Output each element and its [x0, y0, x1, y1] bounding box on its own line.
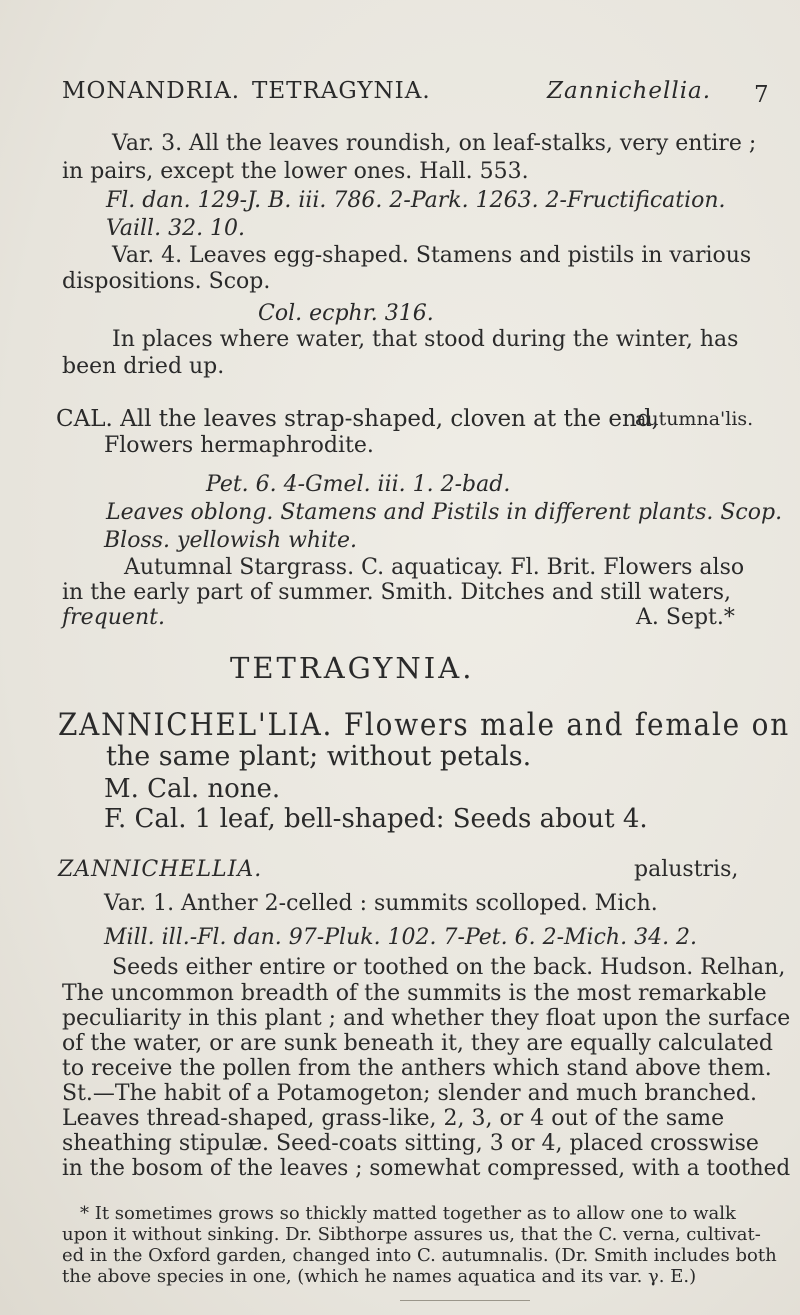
genus-heading: ZANNICHEL'LIA. Flowers male and female on: [58, 707, 790, 743]
section-heading: TETRAGYNIA.: [230, 651, 475, 685]
text-line: Leaves thread-shaped, grass-like, 2, 3, or 4 out of the same: [62, 1106, 725, 1131]
text-line: Mill. ill.-Fl. dan. 97-Pluk. 102. 7-Pet. 6. 2-Mich. 34. 2.: [104, 925, 698, 950]
running-head-right: Zannichellia.: [547, 78, 712, 104]
text-line: sheathing stipulæ. Seed-coats sitting, 3 or 4, placed crosswise: [62, 1131, 759, 1156]
text-line: in pairs, except the lower ones. Hall. 553.: [62, 159, 529, 184]
genus-name: ZANNICHELLIA.: [58, 857, 263, 882]
text-line: in the early part of summer. Smith. Ditches and still waters,: [62, 580, 732, 605]
genus-character: CAL. All the leaves strap-shaped, cloven at the end,: [56, 406, 659, 432]
text-line: Autumnal Stargrass. C. aquaticay. Fl. Brit. Flowers also: [124, 555, 745, 580]
footnote-line: the above species in one, (which he names aquatica and its var. γ. E.): [62, 1266, 697, 1287]
text-line: Leaves oblong. Stamens and Pistils in different plants. Scop.: [106, 500, 783, 525]
text-line: Vaill. 32. 10.: [106, 216, 246, 241]
page-number: 7: [754, 82, 770, 108]
text-line: Col. ecphr. 316.: [258, 301, 434, 326]
footnote-line: * It sometimes grows so thickly matted together as to allow one to walk: [80, 1203, 736, 1224]
text-line: Pet. 6. 4-Gmel. iii. 1. 2-bad.: [206, 472, 511, 497]
text-line: of the water, or are sunk beneath it, they are equally calculated: [62, 1031, 773, 1056]
species-name: palustris,: [634, 857, 739, 882]
text-line: Flowers hermaphrodite.: [104, 433, 374, 458]
text-line: Bloss. yellowish white.: [104, 528, 357, 553]
footnote-rule: [400, 1300, 530, 1301]
species-name: autumna'lis.: [635, 408, 754, 430]
text-line: Seeds either entire or toothed on the back. Hudson. Relhan,: [112, 955, 786, 980]
text-line: In places where water, that stood during the winter, has: [112, 327, 739, 352]
text-line: the same plant; without petals.: [106, 741, 532, 772]
text-line: Var. 3. All the leaves roundish, on leaf-stalks, very entire ;: [112, 131, 757, 156]
footnote-line: ed in the Oxford garden, changed into C. autumnalis. (Dr. Smith includes both: [62, 1245, 777, 1266]
text-line: M. Cal. none.: [104, 774, 281, 804]
running-head-left: MONANDRIA.: [62, 78, 241, 104]
text-line: The uncommon breadth of the summits is the most remarkable: [62, 981, 767, 1006]
text-line: peculiarity in this plant ; and whether they float upon the surface: [62, 1006, 791, 1031]
text-line: frequent.: [62, 605, 165, 630]
footnote-line: upon it without sinking. Dr. Sibthorpe assures us, that the C. verna, cultivat-: [62, 1224, 761, 1245]
text-line: in the bosom of the leaves ; somewhat compressed, with a toothed: [62, 1156, 791, 1181]
text-line: Fl. dan. 129-J. B. iii. 786. 2-Park. 1263. 2-Fructification.: [106, 188, 726, 213]
text-line: to receive the pollen from the anthers which stand above them.: [62, 1056, 772, 1081]
text-line: Var. 4. Leaves egg-shaped. Stamens and pistils in various: [112, 243, 752, 268]
running-head-center: TETRAGYNIA.: [252, 78, 431, 104]
text-line: St.—The habit of a Potamogeton; slender and much branched.: [62, 1081, 757, 1106]
text-line: F. Cal. 1 leaf, bell-shaped: Seeds about 4.: [104, 804, 648, 834]
text-line: dispositions. Scop.: [62, 269, 271, 294]
text-line: been dried up.: [62, 354, 225, 379]
text-line: Var. 1. Anther 2-celled : summits scolloped. Mich.: [104, 891, 658, 916]
text-line: A. Sept.*: [636, 605, 735, 630]
